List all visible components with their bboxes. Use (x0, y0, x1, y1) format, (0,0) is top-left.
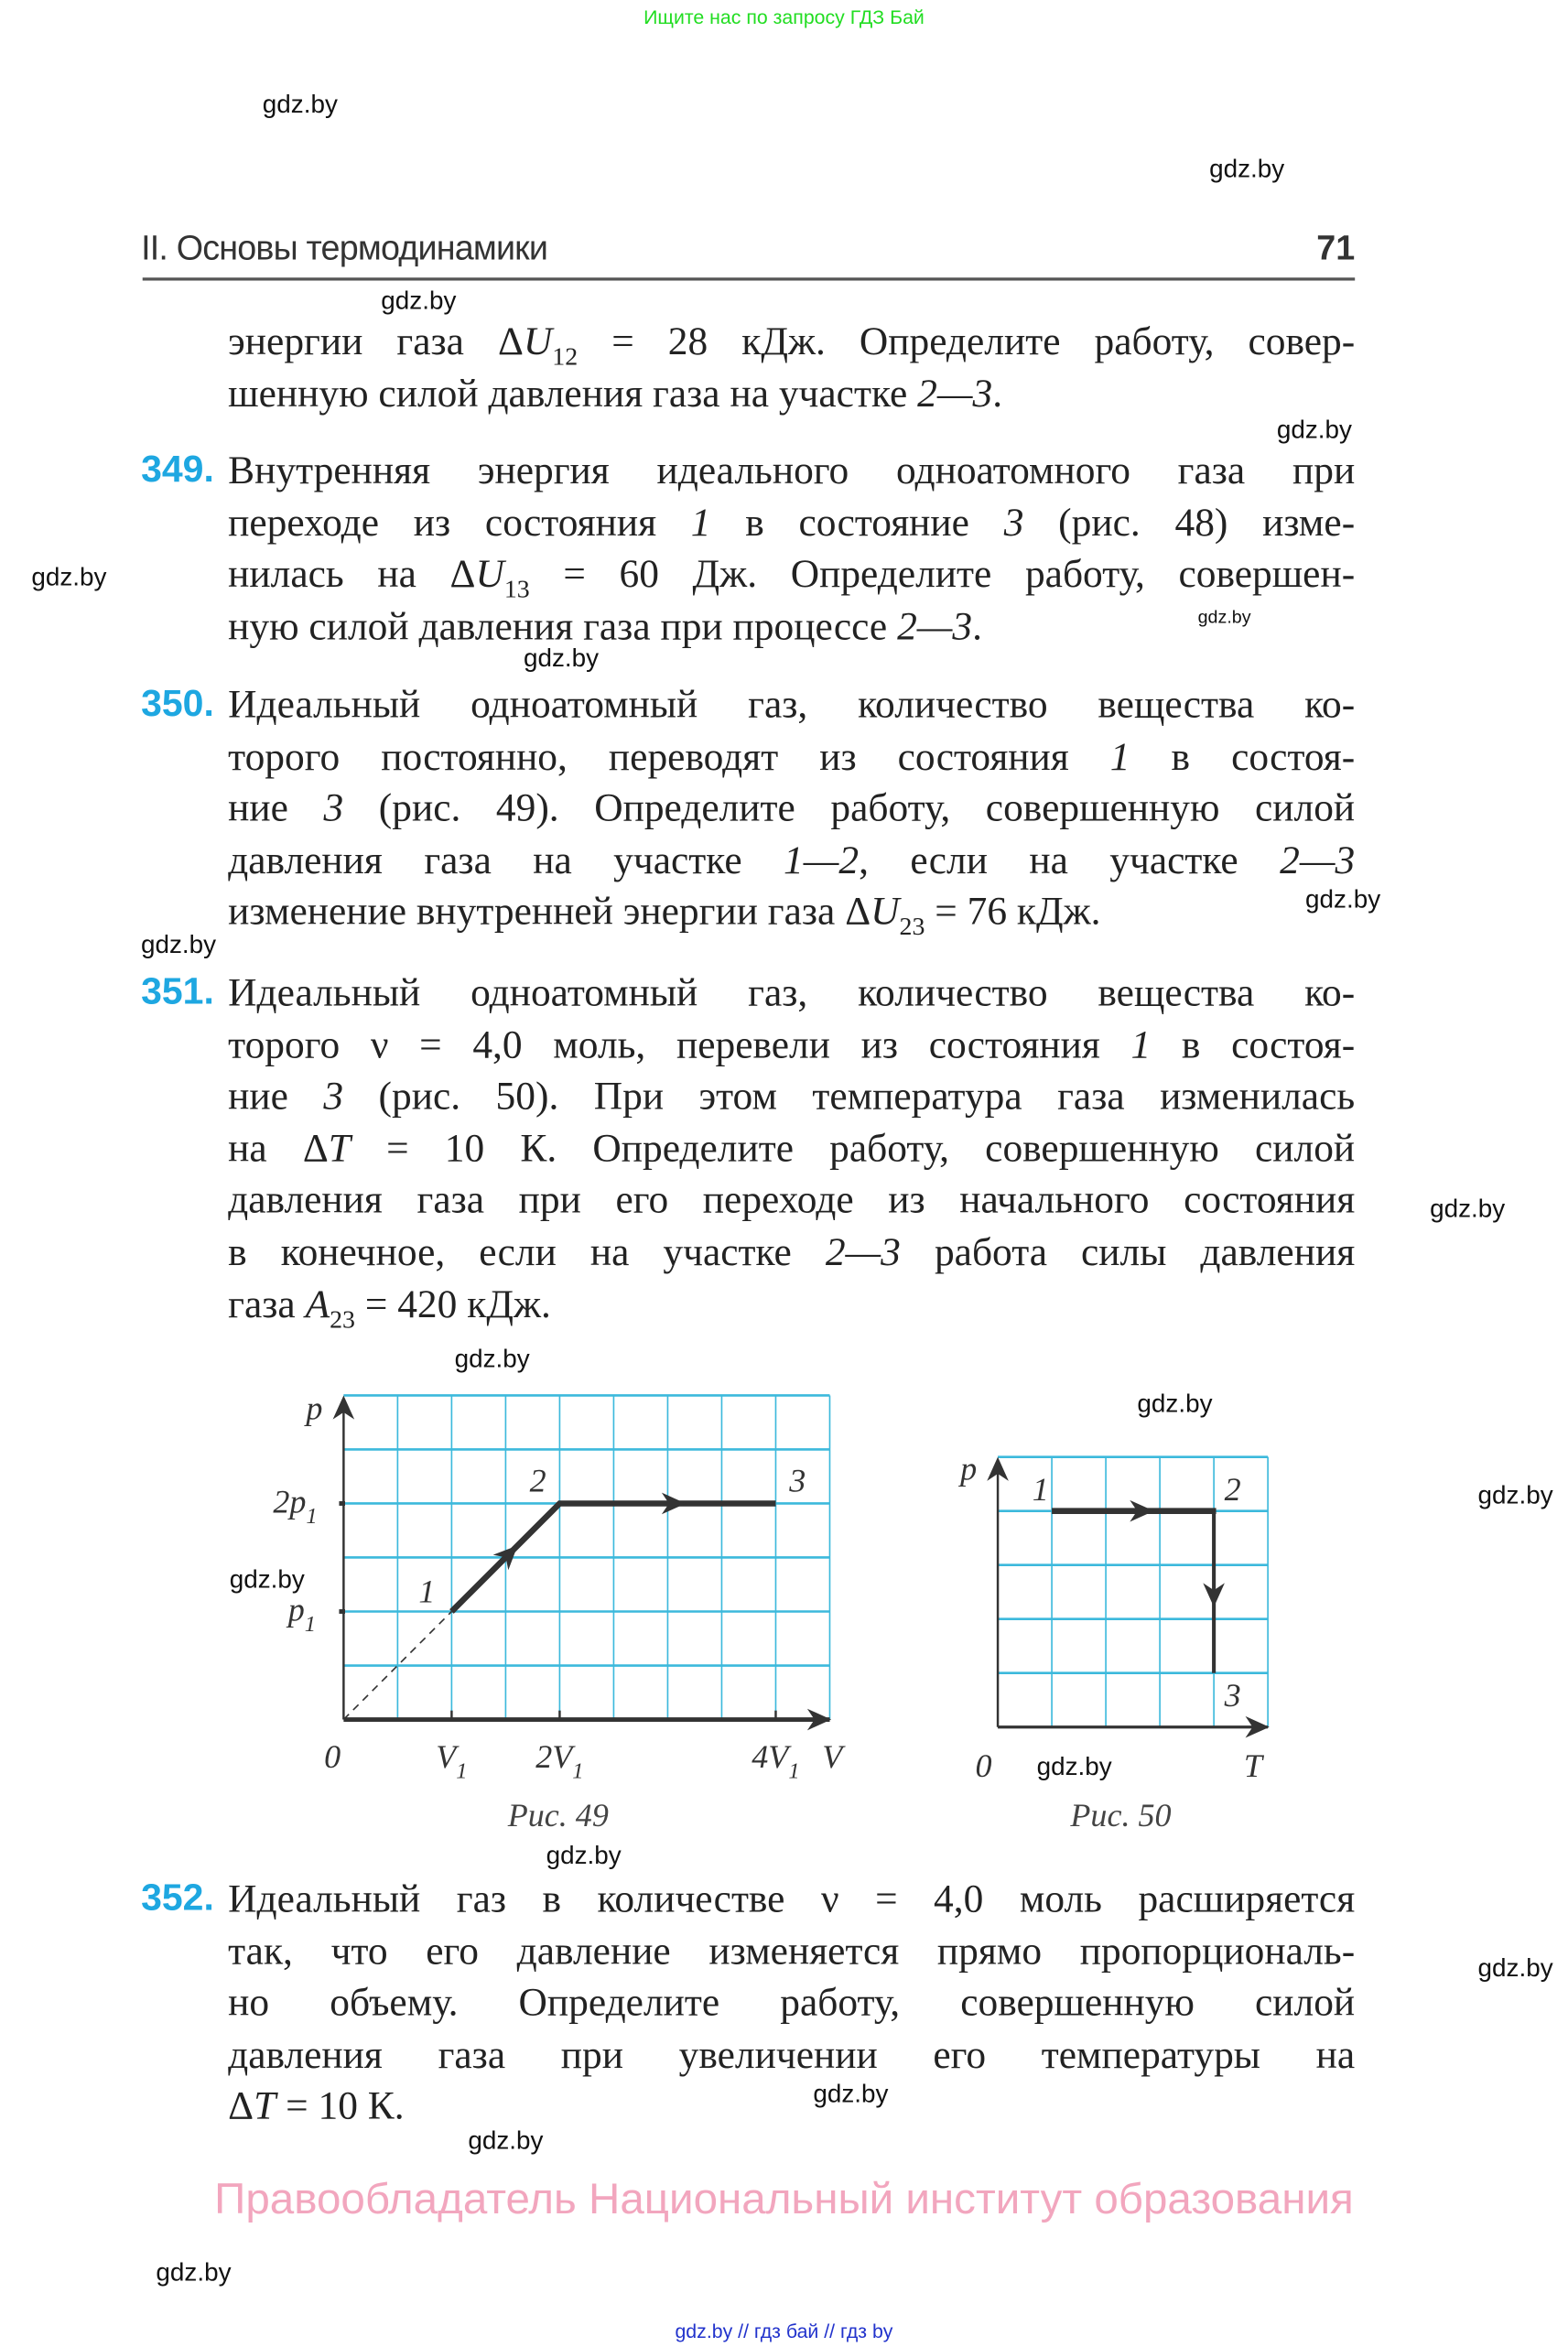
watermark: gdz.by (229, 1564, 305, 1594)
text-run: Δ (228, 2082, 254, 2129)
text-run: ние (228, 1073, 324, 1119)
watermark: gdz.by (1209, 154, 1285, 183)
text-run: энергии газа Δ (228, 318, 524, 363)
text-run: в состояние (710, 499, 1004, 545)
text-run: торого ν = 4,0 моль, перевели из состояния (228, 1021, 1131, 1066)
watermark: gdz.by (31, 562, 107, 591)
problem-number: 351. (141, 970, 214, 1013)
y-tick-label: $2p_1$ (273, 1483, 318, 1529)
text-run: A (305, 1281, 330, 1326)
text-run: шенную силой давления газа на участке (228, 370, 918, 416)
watermark: gdz.by (1137, 1389, 1213, 1419)
page-number: 71 (1316, 228, 1356, 267)
subscript: 13 (503, 575, 530, 600)
origin-label: 0 (324, 1737, 341, 1775)
y-axis-label: p (960, 1450, 978, 1487)
point-label: 3 (1224, 1676, 1241, 1714)
text-run: Идеальный газ в количестве ν = 4,0 моль расширяется (228, 1876, 1356, 1921)
text-run: в состоя- (1151, 1021, 1356, 1066)
text-run: 3 (323, 784, 344, 830)
text-run: нилась на Δ (228, 550, 476, 597)
text-run: U (523, 318, 553, 363)
text-run: , если на участке (859, 837, 1281, 882)
watermark: gdz.by (156, 2257, 232, 2288)
point-label: 1 (418, 1573, 436, 1610)
text-run: так, что его давление изменяется прямо пропорциональ- (228, 1927, 1356, 1973)
text-run: 1 (690, 499, 711, 545)
text-run: газа (228, 1281, 306, 1326)
watermark: gdz.by (524, 644, 600, 673)
subscript: 12 (552, 341, 579, 366)
text-run: T (328, 1125, 351, 1171)
text-run: . (972, 602, 983, 648)
text-run: в состоя- (1130, 732, 1356, 779)
point-label: 1 (1032, 1471, 1049, 1509)
text-run: = 76 кДж. (925, 889, 1101, 935)
problem-number: 350. (141, 682, 214, 725)
text-run: 1—2 (784, 837, 860, 882)
y-tick (339, 1501, 345, 1506)
text-run: давления газа при увеличении его температуры на (228, 2031, 1356, 2077)
watermark: gdz.by (1036, 1752, 1112, 1781)
text-run: торого постоянно, переводят из состояния (228, 732, 1110, 779)
x-tick-label: $2V_1$ (535, 1737, 584, 1784)
subscript: 23 (330, 1304, 355, 1334)
subscript: 23 (899, 913, 925, 942)
text-run: но объему. Определите работу, совершенную силой (228, 1979, 1356, 2025)
text-run: 2—3 (917, 370, 993, 416)
problem-number: 349. (141, 449, 214, 492)
watermark: gdz.by (262, 90, 338, 119)
text-run: 2—3 (825, 1228, 901, 1274)
problem-number: 352. (141, 1877, 214, 1920)
text-run: . (992, 370, 1003, 416)
watermark: gdz.by (1197, 606, 1251, 628)
text-run: (рис. 50). При этом температура газа изменилась (343, 1073, 1356, 1119)
text-run: переходе из состояния (228, 499, 691, 545)
watermark: gdz.by (381, 287, 457, 316)
fig50-caption: Рис. 50 (1070, 1796, 1172, 1834)
text-run: 3 (1003, 499, 1024, 545)
text-run: Идеальный одноатомный газ, количество вещества ко- (228, 681, 1356, 727)
y-axis-label: p (306, 1390, 323, 1427)
footer-links[interactable]: gdz.by // гдз бай // гдз by (675, 2320, 893, 2342)
text-run: ние (228, 784, 324, 830)
text-run: = 10 К. (276, 2082, 405, 2129)
text-run: в конечное, если на участке (228, 1228, 826, 1274)
point-label: 2 (1224, 1471, 1241, 1509)
text-run: ную силой давления газа при процессе (228, 602, 898, 648)
watermark: gdz.by (141, 930, 217, 959)
watermark: gdz.by (1477, 1953, 1553, 1983)
x-axis-label: V (822, 1737, 843, 1775)
text-run: давления газа при его переходе из начального состояния (228, 1176, 1356, 1222)
watermark: gdz.by (1276, 416, 1352, 445)
watermark: gdz.by (1305, 885, 1381, 914)
text-run: Идеальный одноатомный газ, количество вещества ко- (228, 968, 1356, 1015)
text-run: T (254, 2082, 276, 2129)
text-run: изменение внутренней энергии газа Δ (228, 889, 871, 935)
search-hint: Ищите нас по запросу ГДЗ Бай (643, 5, 925, 29)
text-run: = 28 кДж. Определите работу, совер- (578, 318, 1356, 363)
text-run: U (475, 550, 504, 597)
text-run: = 10 К. Определите работу, совершенную силой (350, 1125, 1356, 1171)
text-run: 2—3 (1280, 837, 1356, 882)
point-label: 3 (789, 1462, 806, 1499)
text-run: 1 (1130, 1021, 1152, 1066)
text-run: Внутренняя энергия идеального одноатомного газа при (228, 447, 1356, 492)
origin-label: 0 (975, 1747, 992, 1784)
fig49-caption: Рис. 49 (507, 1796, 609, 1834)
y-tick-label: $p_1$ (287, 1591, 317, 1637)
section-title: II. Основы термодинамики (141, 228, 548, 267)
text-run: = 60 Дж. Определите работу, совершен- (529, 550, 1356, 597)
text-run: 3 (323, 1073, 344, 1119)
copyright-notice: Правообладатель Национальный институт образования (214, 2175, 1354, 2224)
y-tick (339, 1609, 345, 1614)
text-run: на Δ (228, 1125, 329, 1171)
text-run: U (871, 889, 900, 935)
text-run: давления газа на участке (228, 837, 784, 882)
point-label: 2 (529, 1462, 546, 1499)
text-run: (рис. 48) изме- (1023, 499, 1356, 545)
watermark: gdz.by (1430, 1194, 1506, 1223)
watermark: gdz.by (1477, 1480, 1553, 1510)
watermark: gdz.by (468, 2125, 544, 2155)
text-run: = 420 кДж. (354, 1281, 551, 1326)
watermark: gdz.by (813, 2079, 889, 2109)
x-tick-label: $V_1$ (436, 1737, 468, 1784)
text-run: 1 (1109, 732, 1130, 779)
text-run: работа силы давления (900, 1228, 1356, 1274)
watermark: gdz.by (546, 1841, 622, 1870)
text-run: 2—3 (897, 602, 973, 648)
x-tick-label: $4V_1$ (752, 1737, 800, 1784)
watermark: gdz.by (454, 1344, 530, 1373)
x-axis-label: T (1243, 1747, 1262, 1784)
text-run: (рис. 49). Определите работу, совершенную силой (343, 784, 1356, 830)
